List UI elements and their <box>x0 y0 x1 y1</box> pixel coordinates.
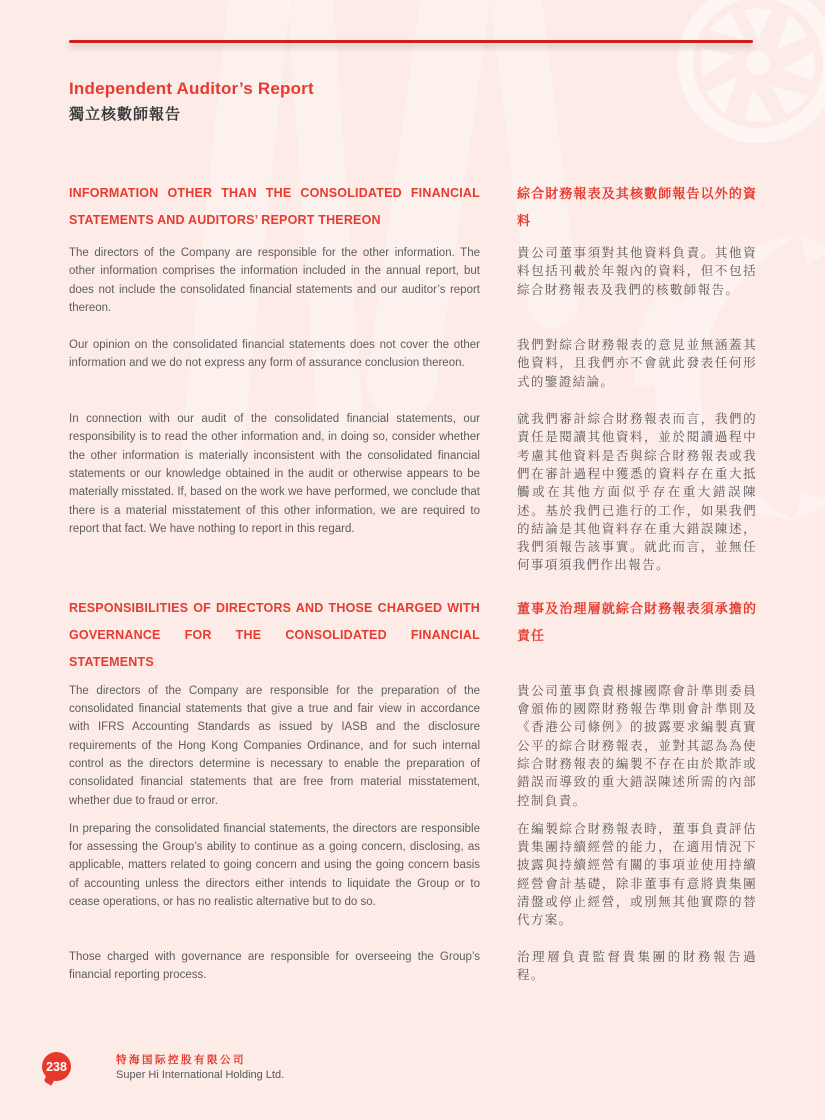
paragraph-row <box>69 336 757 391</box>
paragraph-zh: 貴公司董事須對其他資料負責。其他資料包括刊載於年報內的資料，但不包括綜合財務報表及我們的核數師報告。 <box>517 246 757 297</box>
page-number-badge <box>42 1052 71 1081</box>
company-block <box>116 1054 284 1082</box>
section-heading-row <box>69 595 757 676</box>
section-2-heading-en: RESPONSIBILITIES OF DIRECTORS AND THOSE CHARGED WITH GOVERNANCE FOR THE CONSOLIDATED FINANCIAL STATEMENTS <box>69 600 480 669</box>
paragraph-en: The directors of the Company are responsible for the preparation of the consolidated financial statements that give a true and fair view in accordance with IFRS Accounting Standards as issued by IASB and the disclosure requirements of the Hong Kong Companies Ordinance, and for such internal control as the directors determine is necessary to enable the preparation of consolidated financial statements that are free from material misstatement, whether due to fraud or error. <box>69 684 480 807</box>
page-footer <box>42 1052 284 1082</box>
paragraph-row <box>69 244 757 317</box>
section-1-heading-zh: 綜合財務報表及其核數師報告以外的資料 <box>517 186 757 228</box>
section-2-heading-zh: 董事及治理層就綜合財務報表須承擔的責任 <box>517 600 757 643</box>
paragraph-en: In preparing the consolidated financial statements, the directors are responsible for assessing the Group’s ability to continue as a going concern, disclosing, as applicable, matters related to going concern and using the going concern basis of accounting unless the directors either intends to liquidate the Group or to cease operations, or has no realistic alternative but to do so. <box>69 822 480 909</box>
paragraph-en: Those charged with governance are responsible for overseeing the Group’s financial reporting process. <box>69 950 480 981</box>
page-title: Independent Auditor’s Report <box>69 79 314 98</box>
paragraph-zh: 治理層負責監督貴集團的財務報告過程。 <box>517 949 757 982</box>
top-rule <box>69 40 753 43</box>
paragraph-zh: 就我們審計綜合財務報表而言，我們的責任是閱讀其他資料，並於閱讀過程中考慮其他資料是否與綜合財務報表或我們在審計過程中獲悉的資料存在重大抵觸或在其他方面似乎存在重大錯誤陳述。基於我們已進行的工作，如果我們的結論是其他資料存在重大錯誤陳述，我們須報告該事實。就此而言，並無任何事項須我們作出報告。 <box>517 412 757 573</box>
section-heading-row <box>69 180 757 234</box>
paragraph-row <box>69 410 757 575</box>
company-name-zh: 特海国际控股有限公司 <box>116 1054 246 1066</box>
page-title-zh: 獨立核數師報告 <box>69 106 182 123</box>
paragraph-en: The directors of the Company are responsible for the other information. The other information comprises the information included in the annual report, but does not include the consolidated financial statements and our auditor’s report thereon. <box>69 247 480 314</box>
paragraph-zh: 我們對綜合財務報表的意見並無涵蓋其他資料，且我們亦不會就此發表任何形式的鑒證結論。 <box>517 338 757 389</box>
section-1-heading-en: INFORMATION OTHER THAN THE CONSOLIDATED FINANCIAL STATEMENTS AND AUDITORS’ REPORT THEREON <box>69 186 480 227</box>
paragraph-row <box>69 820 757 930</box>
paragraph-zh: 在編製綜合財務報表時，董事負責評估貴集團持續經營的能力，在適用情況下披露與持續經營有關的事項並使用持續經營會計基礎，除非董事有意將貴集團清盤或停止經營，或別無其他實際的替代方案。 <box>517 821 757 928</box>
paragraph-en: In connection with our audit of the consolidated financial statements, our responsibility is to read the other information and, in doing so, consider whether the other information is materially inconsistent with the consolidated financial statements or our knowledge obtained in the audit or otherwise appears to be materially misstated. If, based on the work we have performed, we conclude that there is a material misstatement of this other information, we are required to report that fact. We have nothing to report in this regard. <box>69 413 480 535</box>
company-name-en: Super Hi International Holding Ltd. <box>116 1069 285 1081</box>
paragraph-row <box>69 948 757 985</box>
paragraph-en: Our opinion on the consolidated financial statements does not cover the other information and we do not express any form of assurance conclusion thereon. <box>69 339 480 370</box>
paragraph-row <box>69 682 757 810</box>
page-number: 238 <box>46 1059 67 1074</box>
paragraph-zh: 貴公司董事負責根據國際會計準則委員會頒佈的國際財務報告準則會計準則及《香港公司條例》的披露要求編製真實公平的綜合財務報表，並對其認為為使綜合財務報表的編製不存在由於欺詐或錯誤而導致的重大錯誤陳述所需的內部控制負責。 <box>517 683 757 808</box>
